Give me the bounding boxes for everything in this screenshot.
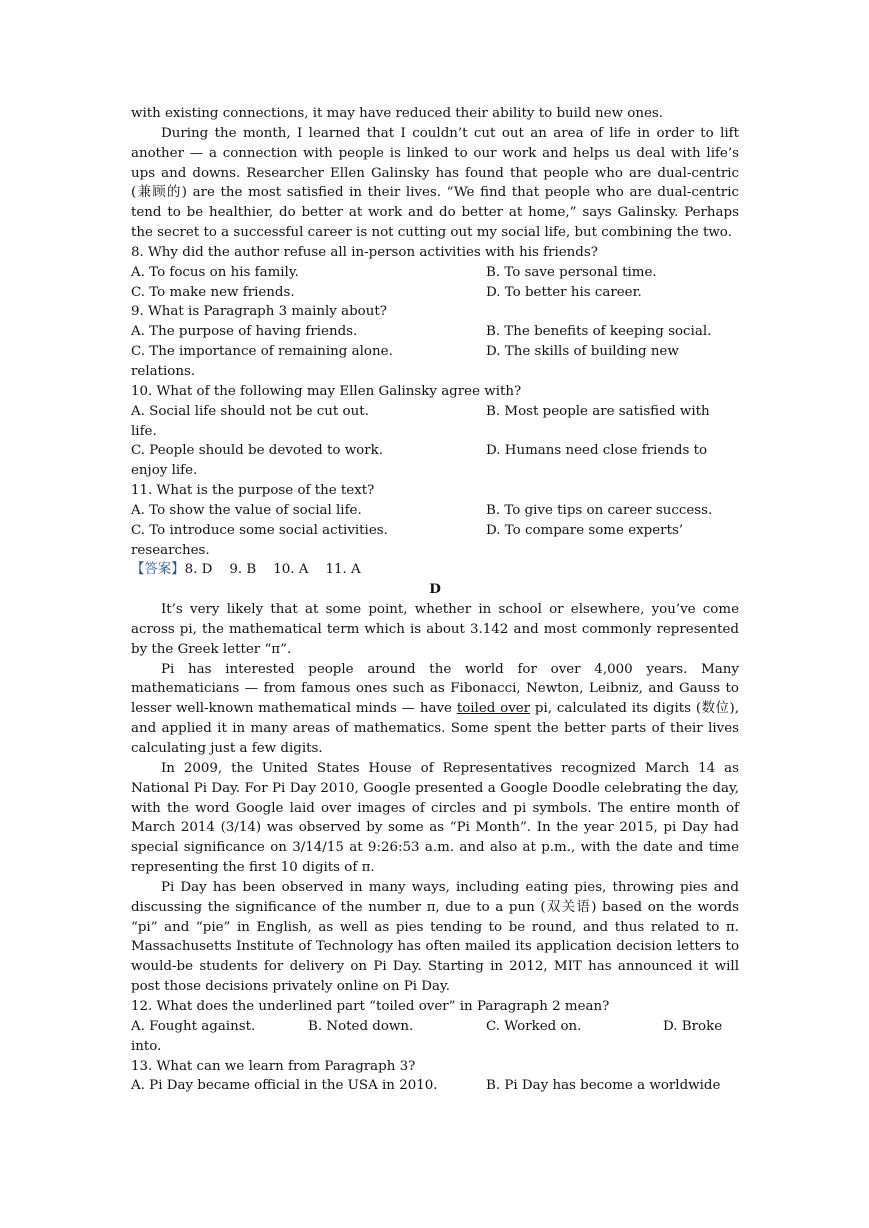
passage-d-paragraph-4: Pi Day has been observed in many ways, including eating pies, throwing pies and discussing the significance of the number π, due to a pun (双关语) based on the words “pi” and “pie” in English, as well as pies tending to be round, and thus related to π. Massachusetts Institute of Technology has often mailed its application decision letters to would-be students for delivery on Pi Day. Starting in 2012, MIT has announced it will post those decisions privately online on Pi Day. xyxy=(131,879,739,995)
option-continuation: enjoy life. xyxy=(131,463,198,479)
option-c: C. To make new friends. xyxy=(131,284,295,300)
option-continuation: researches. xyxy=(131,542,210,558)
option-a: A. To focus on his family. xyxy=(131,264,299,280)
question-9 xyxy=(131,302,739,381)
answer-tag: 【答案】 xyxy=(131,562,185,578)
option-d: D. Humans need close friends to xyxy=(486,443,708,459)
passage-c-end: with existing connections, it may have reduced their ability to build new ones. xyxy=(131,106,664,121)
option-c: C. To introduce some social activities. xyxy=(131,522,388,538)
option-d: D. To better his career. xyxy=(486,284,642,300)
option-c: C. Worked on. xyxy=(486,1018,582,1034)
text-run: pi, calculated its digits (数位), and applied it in many areas of mathematics. Some spent the better parts of their lives calculating just a few digits. xyxy=(131,701,739,756)
question-stem: 11. What is the purpose of the text? xyxy=(131,483,375,499)
option-b: B. To give tips on career success. xyxy=(486,502,713,518)
question-8 xyxy=(131,243,739,303)
option-a: A. Fought against. xyxy=(131,1018,256,1034)
question-stem: 8. Why did the author refuse all in-person activities with his friends? xyxy=(131,244,598,260)
question-stem: 13. What can we learn from Paragraph 3? xyxy=(131,1058,416,1074)
option-b: B. To save personal time. xyxy=(486,264,657,280)
option-d: D. Broke xyxy=(663,1018,723,1034)
passage-d-paragraph-2 xyxy=(131,660,739,759)
answer-text: 8. D 9. B 10. A 11. A xyxy=(184,562,361,578)
option-c: C. The importance of remaining alone. xyxy=(131,344,393,360)
question-stem: 9. What is Paragraph 3 mainly about? xyxy=(131,304,387,320)
option-c: C. People should be devoted to work. xyxy=(131,443,384,459)
option-d: D. To compare some experts’ xyxy=(486,522,684,538)
passage-d-paragraph-3: In 2009, the United States House of Representatives recognized March 14 as National Pi Day. For Pi Day 2010, Google presented a Google Doodle celebrating the day, with the word Google laid over images of circles and pi symbols. The entire month of March 2014 (3/14) was observed by some as “Pi Month”. In the year 2015, pi Day had special significance on 3/14/15 at 9:26:53 a.m. and also at p.m., with the date and time representing the first 10 digits of π. xyxy=(131,760,739,876)
document-page xyxy=(131,104,739,1096)
option-b: B. Most people are satisfied with xyxy=(486,403,710,419)
option-continuation: relations. xyxy=(131,363,196,379)
question-11 xyxy=(131,481,739,560)
question-13 xyxy=(131,1057,739,1097)
option-a: A. The purpose of having friends. xyxy=(131,324,358,340)
underlined-phrase: toiled over xyxy=(456,701,531,717)
option-a: A. Social life should not be cut out. xyxy=(131,403,369,419)
question-stem: 12. What does the underlined part “toiled over” in Paragraph 2 mean? xyxy=(131,998,610,1014)
option-d: D. The skills of building new xyxy=(486,344,679,360)
option-b: B. Pi Day has become a worldwide xyxy=(486,1078,721,1094)
question-stem: 10. What of the following may Ellen Galinsky agree with? xyxy=(131,383,522,399)
option-a: A. Pi Day became official in the USA in 2010. xyxy=(131,1078,438,1094)
option-b: B. The benefits of keeping social. xyxy=(486,324,712,340)
option-continuation: into. xyxy=(131,1038,162,1054)
text-run: Pi has interested people around the world for over 4,000 years. Many mathematicians — from famous ones such as Fibonacci, Newton, Leibniz, and Gauss to lesser well-known mathematical minds — have xyxy=(131,661,739,717)
question-12 xyxy=(131,997,739,1057)
section-heading: D xyxy=(429,581,441,598)
option-b: B. Noted down. xyxy=(308,1018,414,1034)
passage-d-paragraph-1: It’s very likely that at some point, whether in school or elsewhere, you’ve come across pi, the mathematical term which is about 3.142 and most commonly represented by the Greek letter “π”. xyxy=(131,602,739,657)
question-10 xyxy=(131,382,739,481)
option-continuation: life. xyxy=(131,423,157,439)
answer-line xyxy=(131,560,739,580)
option-a: A. To show the value of social life. xyxy=(131,502,362,518)
passage-c-last-paragraph: During the month, I learned that I couldn’t cut out an area of life in order to lift another — a connection with people is linked to our work and helps us deal with life’s ups and downs. Researcher Ellen Galinsky has found that people who are dual-centric (兼顾的) are the most satisfied in their lives. “We find that people who are dual-centric tend to be healthier, do better at work and do better at home,” says Galinsky. Perhaps the secret to a successful career is not cutting out my social life, but combining the two. xyxy=(131,125,739,241)
